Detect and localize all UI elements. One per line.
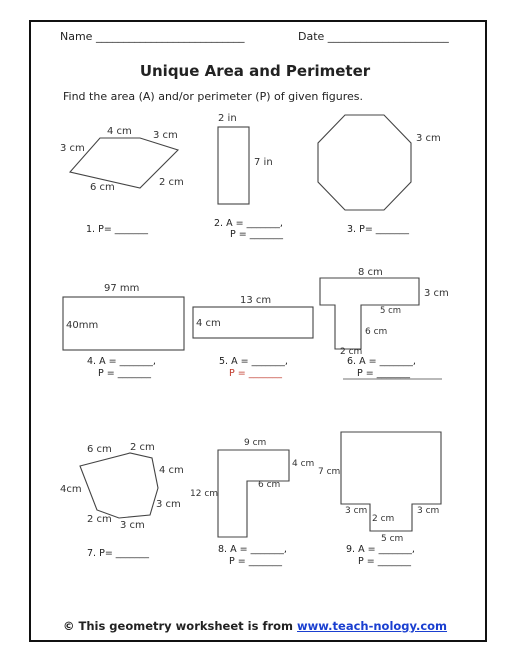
question-8-perimeter: P = _______ bbox=[229, 556, 282, 567]
fig1-label-bottom: 6 cm bbox=[90, 182, 115, 193]
question-9-perimeter: P = _______ bbox=[358, 556, 411, 567]
figure-6-shape bbox=[320, 278, 419, 349]
question-1: 1. P= _______ bbox=[86, 224, 149, 235]
fig1-label-right-top: 3 cm bbox=[153, 130, 178, 141]
fig7-label-bottom-left: 2 cm bbox=[87, 514, 112, 525]
fig7-label-top-left: 6 cm bbox=[87, 444, 112, 455]
name-field: Name ___________________________ bbox=[60, 30, 245, 43]
fig5-label-height: 4 cm bbox=[196, 318, 221, 329]
worksheet-title: Unique Area and Perimeter bbox=[139, 62, 371, 80]
fig2-label-height: 7 in bbox=[254, 157, 273, 168]
footer-link[interactable]: www.teach-nology.com bbox=[297, 619, 448, 633]
fig7-label-bottom: 3 cm bbox=[120, 520, 145, 531]
footer-prefix: © This geometry worksheet is from bbox=[62, 619, 298, 633]
fig8-label-left: 12 cm bbox=[190, 489, 219, 499]
fig6-label-top: 8 cm bbox=[358, 267, 383, 278]
instructions: Find the area (A) and/or perimeter (P) of given figures. bbox=[63, 90, 364, 103]
fig1-label-right-bottom: 2 cm bbox=[159, 177, 184, 188]
fig1-label-left: 3 cm bbox=[60, 143, 85, 154]
figure-8-shape bbox=[218, 450, 289, 537]
fig6-label-base: 2 cm bbox=[340, 347, 363, 357]
fig8-label-right: 4 cm bbox=[292, 459, 315, 469]
question-7: 7. P= _______ bbox=[87, 548, 150, 559]
question-6-perimeter: P = _______ bbox=[357, 368, 410, 379]
question-6-area: 6. A = _______, bbox=[347, 356, 416, 367]
fig9-label-left: 7 cm bbox=[318, 467, 341, 477]
fig3-label-side: 3 cm bbox=[416, 133, 441, 144]
question-2-perimeter: P = _______ bbox=[230, 229, 283, 240]
fig7-label-right-bottom: 3 cm bbox=[156, 499, 181, 510]
fig4-label-length: 97 mm bbox=[104, 283, 140, 294]
date-field: Date ______________________ bbox=[298, 30, 449, 43]
question-4-area: 4. A = _______, bbox=[87, 356, 156, 367]
question-2-area: 2. A = _______, bbox=[214, 218, 283, 229]
question-5-area: 5. A = _______, bbox=[219, 356, 288, 367]
fig6-label-ledge: 5 cm bbox=[380, 306, 402, 316]
fig9-label-bottom-right: 3 cm bbox=[417, 506, 440, 516]
fig9-label-step: 2 cm bbox=[372, 514, 395, 524]
figure-7-shape bbox=[80, 453, 158, 518]
fig1-label-top: 4 cm bbox=[107, 126, 132, 137]
fig9-label-bottom-left: 3 cm bbox=[345, 506, 368, 516]
fig7-label-top-right: 2 cm bbox=[130, 442, 155, 453]
fig8-label-inner: 6 cm bbox=[258, 480, 281, 490]
question-9-area: 9. A = _______, bbox=[346, 544, 415, 555]
question-3: 3. P= _______ bbox=[347, 224, 410, 235]
fig8-label-top: 9 cm bbox=[244, 438, 267, 448]
fig4-label-height: 40mm bbox=[66, 320, 99, 331]
fig2-label-width: 2 in bbox=[218, 113, 237, 124]
figure-2-shape bbox=[218, 127, 249, 204]
fig7-label-left: 4cm bbox=[60, 484, 82, 495]
fig5-label-length: 13 cm bbox=[240, 295, 272, 306]
fig6-label-stem: 6 cm bbox=[365, 327, 388, 337]
question-5-perimeter: P = _______ bbox=[229, 368, 282, 379]
footer-credit bbox=[0, 619, 510, 633]
fig7-label-right-top: 4 cm bbox=[159, 465, 184, 476]
fig9-label-base: 5 cm bbox=[381, 534, 404, 544]
question-8-area: 8. A = _______, bbox=[218, 544, 287, 555]
fig6-label-right: 3 cm bbox=[424, 288, 449, 299]
question-4-perimeter: P = _______ bbox=[98, 368, 151, 379]
figure-3-shape bbox=[318, 115, 411, 210]
